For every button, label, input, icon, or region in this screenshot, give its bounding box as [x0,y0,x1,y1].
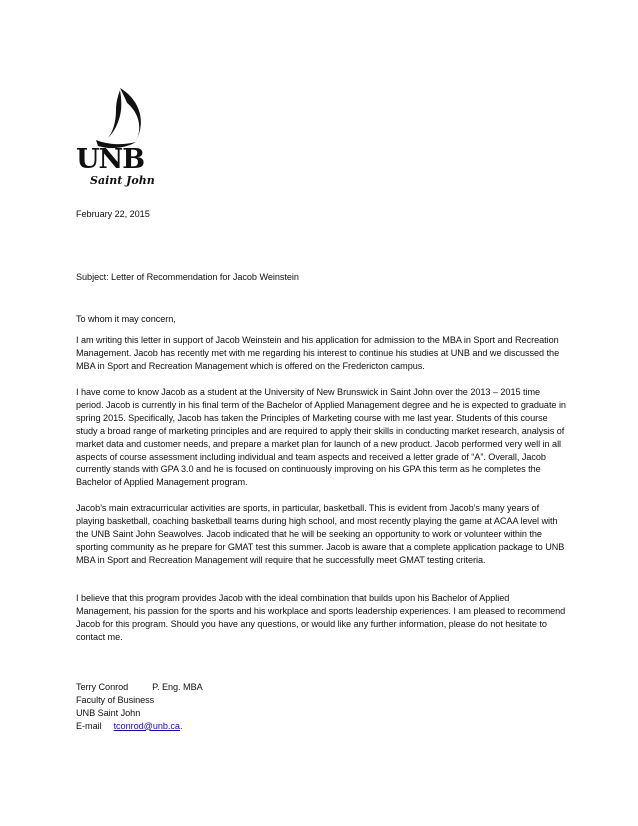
paragraph-extracurricular: Jacob’s main extracurricular activities are sports, in particular, basketball. This is evident from Jacob’s many years of playing basketball, coaching basketball teams during high school, and most recently playing the game at ACAA level with the UNB Saint John Seawolves. Jacob indicated that he will be seeking an opportunity to work or volunteer within the sporting community as he prepare for GMAT test this summer. Jacob is aware that a complete application package to UNB MBA in Sport and Recreation Management will require that he successfully meet GMAT testing criteria. [76,503,565,565]
logo-subtext: Saint John [90,174,155,187]
email-suffix: . [179,720,183,731]
salutation: To whom it may concern, [76,314,176,324]
letter-date: February 22, 2015 [76,209,150,219]
paragraph-academic: I have come to know Jacob as a student at the University of New Brunswick in Saint John over the 2013 – 2015 time period. Jacob is currently in his final term of the Bachelor of Applied Management degree and he is expected to graduate in spring 2015. Specifically, Jacob has taken the Principles of Marketing course with me last year. Students of this course study a broad range of marketing principles and are required to apply their skills in conducting market research, analysis of market data and customer needs, and prepare a market plan for launch of a new product. Jacob performed very well in all aspects of course assessment including individual and team aspects and received a letter grade of “A”. Overall, Jacob currently stands with GPA 3.0 and he is focused on continuously improving on his GPA this term as he completes the Bachelor of Applied Management program. [76,387,566,488]
paragraph-introduction: I am writing this letter in support of Jacob Weinstein and his application for admission to the MBA in Sport and Recreation Management. Jacob has recently met with me regarding his interest to continue his studies at UNB and we discussed the MBA in Sport and Recreation Management which is offered on the Fredericton campus. [76,335,560,371]
signer-department: Faculty of Business [76,694,155,705]
signer-credentials: P. Eng. MBA [152,682,203,692]
email-label: E-mail [76,720,102,731]
paragraph-closing: I believe that this program provides Jacob with the ideal combination that builds upon his Bachelor of Applied Management, his passion for the sports and his workplace and sports leadership experiences. I am pleased to recommend Jacob for this program. Should you have any questions, or would like any further information, please do not hesitate to contact me. [76,593,566,642]
email-link[interactable]: tconrod@unb.ca [113,720,180,731]
logo-wordmark: UNB [76,144,145,175]
signature-block [76,681,566,733]
unb-saint-john-logo [76,84,176,188]
letter-subject: Subject: Letter of Recommendation for Jacob Weinstein [76,272,299,282]
signer-institution: UNB Saint John [76,707,141,718]
signer-name: Terry Conrod [76,682,129,692]
